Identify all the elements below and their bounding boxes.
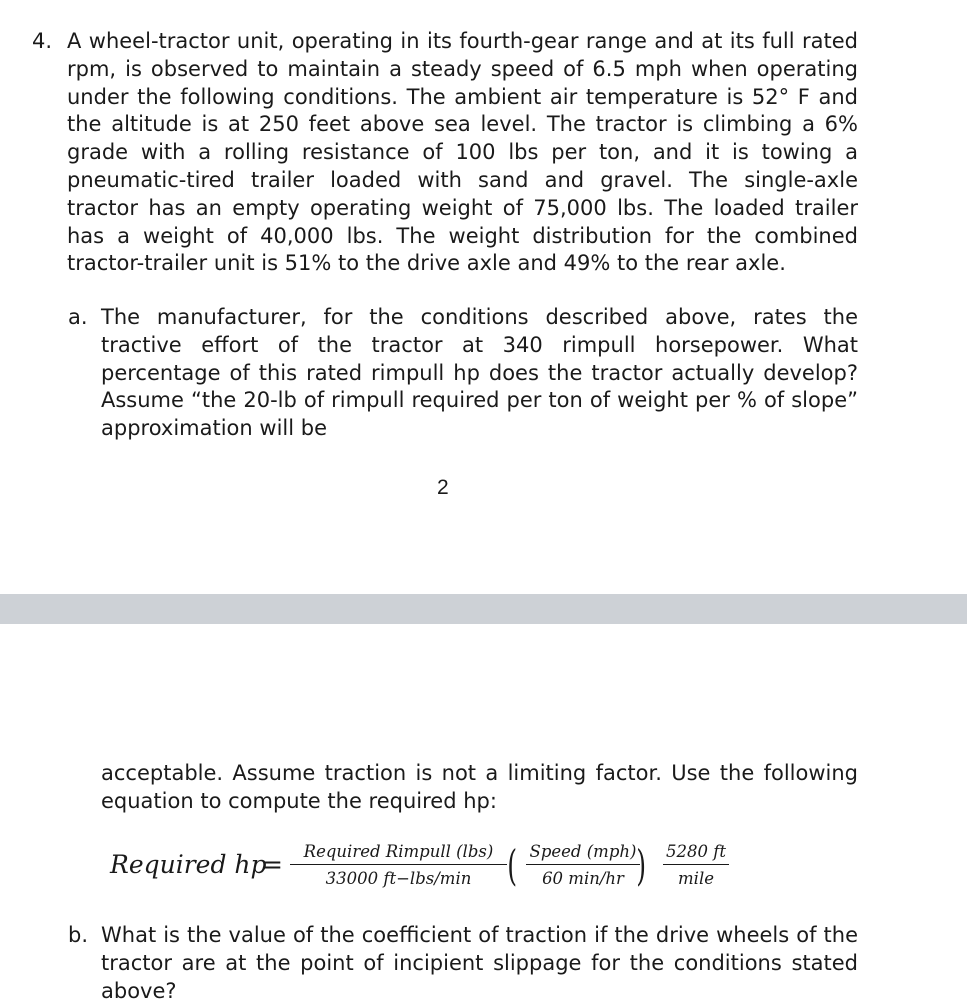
part-a-continuation-text: acceptable. Assume traction is not a limiting factor. Use the following equation to compute the required hp:: [101, 761, 858, 813]
rimpull-fraction: [290, 842, 507, 888]
part-b-label: b.: [68, 923, 89, 947]
page-separator: [0, 594, 967, 624]
equation-lhs: Required hp: [110, 850, 267, 879]
question-text: A wheel-tractor unit, operating in its fourth-gear range and at its full rated rpm, is observed to maintain a steady speed of 6.5 mph when operating under the following conditions. The ambient air temperature is 52° F and the altitude is at 250 feet above sea level. The tractor is climbing a 6% grade with a rolling resistance of 100 lbs per ton, and it is towing a pneumatic-tired trailer loaded with sand and gravel. The single-axle tractor has an empty operating weight of 75,000 lbs. The loaded trailer has a weight of 40,000 lbs. The weight distribution for the combined tractor-trailer unit is 51% to the drive axle and 49% to the rear axle.: [67, 29, 858, 276]
feet-per-mile-fraction: [663, 842, 729, 888]
part-b-text: What is the value of the coefficient of traction if the drive wheels of the tractor are at the point of incipient slippage for the conditions stated above?: [101, 923, 858, 1003]
feet-per-mile-denominator: mile: [678, 869, 714, 888]
speed-denominator: 60 min/hr: [542, 869, 624, 888]
part-a-text: The manufacturer, for the conditions described above, rates the tractive effort of the tractor at 340 rimpull horsepower. What percentage of this rated rimpull hp does the tractor actually develop? Assume “the 20-lb of rimpull required per ton of weight per % of slope” approximation will be: [101, 305, 858, 441]
rimpull-numerator: Required Rimpull (lbs): [290, 842, 507, 865]
rimpull-denominator: 33000 ft−lbs/min: [325, 869, 472, 888]
feet-per-mile-numerator: 5280 ft: [663, 842, 729, 865]
part-a-label: a.: [68, 305, 88, 329]
right-parenthesis: ): [636, 841, 647, 890]
speed-fraction: [526, 842, 640, 888]
page-number: 2: [437, 476, 449, 499]
question-number: 4.: [32, 29, 53, 53]
left-parenthesis: (: [507, 841, 518, 890]
speed-numerator: Speed (mph): [526, 842, 640, 865]
equation-equals-sign: =: [262, 850, 283, 879]
